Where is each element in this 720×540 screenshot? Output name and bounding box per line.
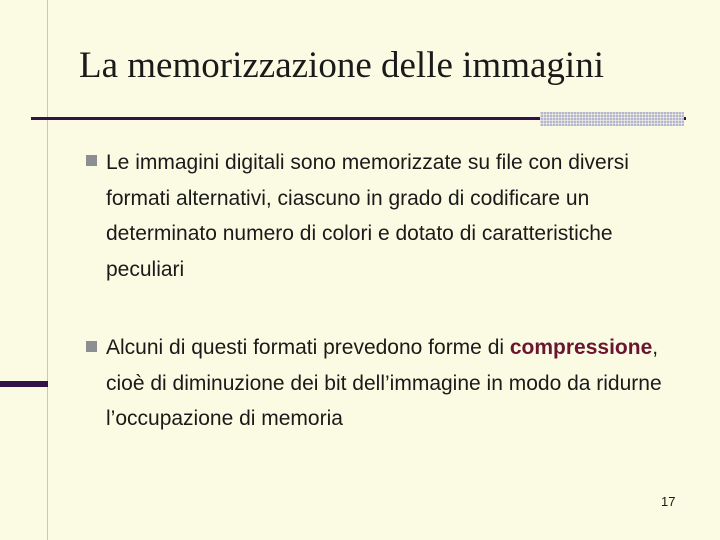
square-bullet-icon (86, 341, 97, 352)
square-bullet-icon (86, 155, 97, 166)
bullet-text-2 (106, 330, 686, 437)
bullet-2-text-after: , cioè di diminuzione dei bit dell’immagine in modo da ridurne l’occupazione di memoria (106, 336, 662, 431)
title-pattern-block (540, 112, 684, 126)
bullet-text-1: Le immagini digitali sono memorizzate su file con diversi formati alternativi, ciascuno in grado di codificare un determinato numero di colori e dotato di caratteristiche peculiari (106, 151, 629, 282)
left-vertical-rule (47, 0, 48, 540)
compressione-emphasis: compressione (509, 336, 653, 359)
page-number: 17 (661, 494, 676, 509)
slide-title: La memorizzazione delle immagini (79, 45, 604, 86)
left-accent-bar (0, 381, 48, 387)
bullet-2-text-before: Alcuni di questi formati prevedono forme di (106, 336, 510, 359)
